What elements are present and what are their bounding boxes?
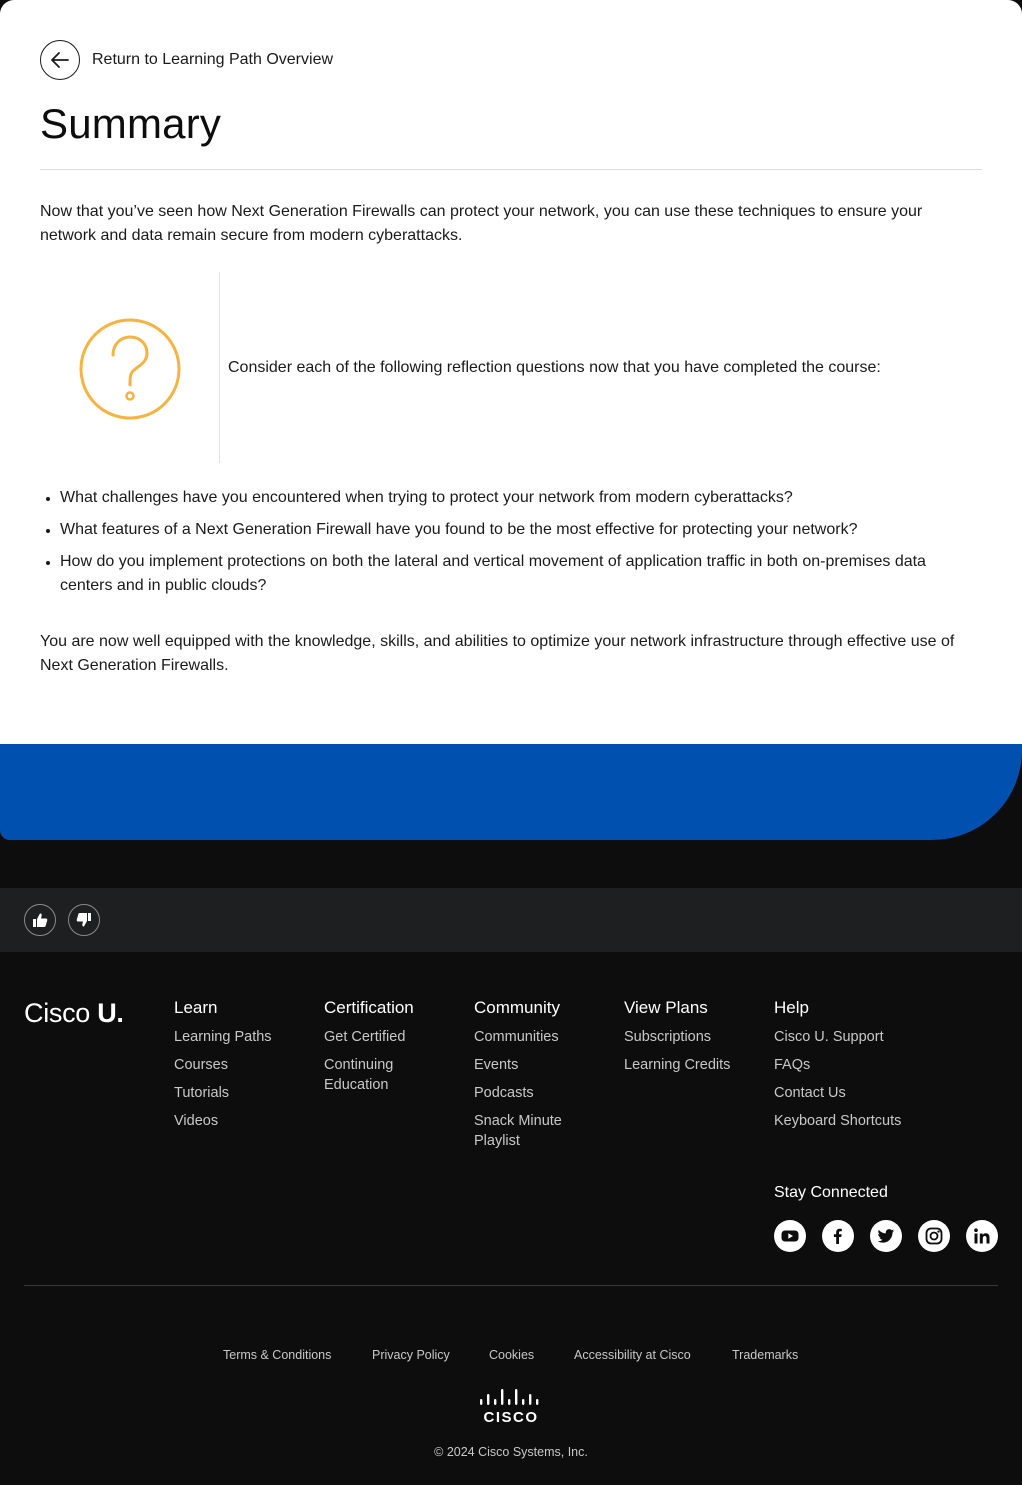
reflection-callout	[40, 272, 982, 463]
footer-link[interactable]: Contact Us	[774, 1085, 846, 1101]
footer-link[interactable]: Tutorials	[174, 1085, 230, 1101]
callout-divider	[219, 272, 220, 463]
copyright: © 2024 Cisco Systems, Inc.	[434, 1445, 588, 1459]
footer-link[interactable]: Continuing Education	[324, 1057, 394, 1093]
list-item: What challenges have you encountered when trying to protect your network from modern cyberattacks?	[40, 486, 982, 510]
back-arrow-button[interactable]	[40, 40, 80, 80]
list-item: How do you implement protections on both the lateral and vertical movement of application traffic in both on-premises data centers and in public clouds?	[40, 550, 982, 598]
footer-divider	[24, 1285, 998, 1286]
linkedin-link[interactable]	[966, 1220, 998, 1252]
return-to-overview-link[interactable]	[40, 40, 333, 80]
footer-column-title: Community	[474, 998, 560, 1017]
youtube-icon	[780, 1226, 800, 1246]
intro-paragraph: Now that you’ve seen how Next Generation Firewalls can protect your network, you can use these techniques to ensure your network and data remain secure from modern cyberattacks.	[40, 203, 923, 244]
privacy-link[interactable]: Privacy Policy	[372, 1348, 450, 1362]
thumbs-up-icon	[32, 912, 48, 928]
footer-column-learn	[174, 998, 314, 1139]
footer-column-title: Learn	[174, 998, 218, 1017]
accessibility-link[interactable]: Accessibility at Cisco	[574, 1348, 691, 1362]
cookies-link[interactable]: Cookies	[489, 1348, 535, 1362]
footer-link[interactable]: FAQs	[774, 1057, 811, 1073]
footer-column-title: View Plans	[624, 998, 708, 1017]
feedback-bar	[0, 888, 1022, 952]
dislike-button[interactable]	[68, 904, 100, 936]
footer-column-certification	[324, 998, 444, 1103]
footer-column-help	[774, 998, 974, 1139]
footer-link[interactable]: Get Certified	[324, 1029, 406, 1045]
question-circle-icon	[78, 317, 182, 421]
footer-column-view-plans	[624, 998, 764, 1083]
page-title: Summary	[40, 100, 222, 147]
facebook-link[interactable]	[822, 1220, 854, 1252]
thumbs-down-icon	[76, 912, 92, 928]
outro-paragraph: You are now well equipped with the knowledge, skills, and abilities to optimize your network infrastructure through effective use of Next Generation Firewalls.	[40, 633, 955, 674]
trademarks-link[interactable]: Trademarks	[732, 1348, 799, 1362]
instagram-icon	[924, 1226, 944, 1246]
youtube-link[interactable]	[774, 1220, 806, 1252]
instagram-link[interactable]	[918, 1220, 950, 1252]
title-divider	[40, 169, 982, 170]
footer-link[interactable]: Communities	[474, 1029, 559, 1045]
like-button[interactable]	[24, 904, 56, 936]
footer-link[interactable]: Courses	[174, 1057, 228, 1073]
logo-text-bold: U.	[97, 998, 124, 1028]
footer-link[interactable]: Videos	[174, 1113, 219, 1129]
footer-column-title: Help	[774, 998, 809, 1017]
footer-link[interactable]: Cisco U. Support	[774, 1029, 884, 1045]
back-link-label[interactable]: Return to Learning Path Overview	[92, 51, 334, 68]
footer-link[interactable]: Keyboard Shortcuts	[774, 1113, 902, 1129]
footer-link[interactable]: Snack Minute Playlist	[474, 1113, 562, 1149]
facebook-icon	[828, 1226, 848, 1246]
cisco-wordmark: CISCO	[483, 1409, 539, 1424]
twitter-link[interactable]	[870, 1220, 902, 1252]
footer-link[interactable]: Subscriptions	[624, 1029, 712, 1045]
arrow-left-icon	[51, 52, 69, 68]
stay-connected-heading: Stay Connected	[774, 1184, 888, 1201]
list-item: What features of a Next Generation Firewall have you found to be the most effective for protecting your network?	[40, 518, 982, 542]
footer-link[interactable]: Learning Credits	[624, 1057, 731, 1073]
cisco-u-logo[interactable]	[24, 998, 124, 1029]
footer-column-title: Certification	[324, 998, 414, 1017]
logo-text: Cisco	[24, 998, 91, 1028]
cisco-logo[interactable]	[479, 1388, 543, 1424]
linkedin-icon	[972, 1226, 992, 1246]
blue-accent-band	[0, 744, 1022, 840]
footer-link[interactable]: Podcasts	[474, 1085, 534, 1101]
footer-link[interactable]: Events	[474, 1057, 519, 1073]
terms-link[interactable]: Terms & Conditions	[223, 1348, 332, 1362]
twitter-icon	[876, 1226, 896, 1246]
callout-text: Consider each of the following reflection questions now that you have completed the course:	[228, 359, 881, 376]
footer-column-community	[474, 998, 594, 1159]
reflection-questions	[40, 486, 982, 606]
footer-link[interactable]: Learning Paths	[174, 1029, 272, 1045]
